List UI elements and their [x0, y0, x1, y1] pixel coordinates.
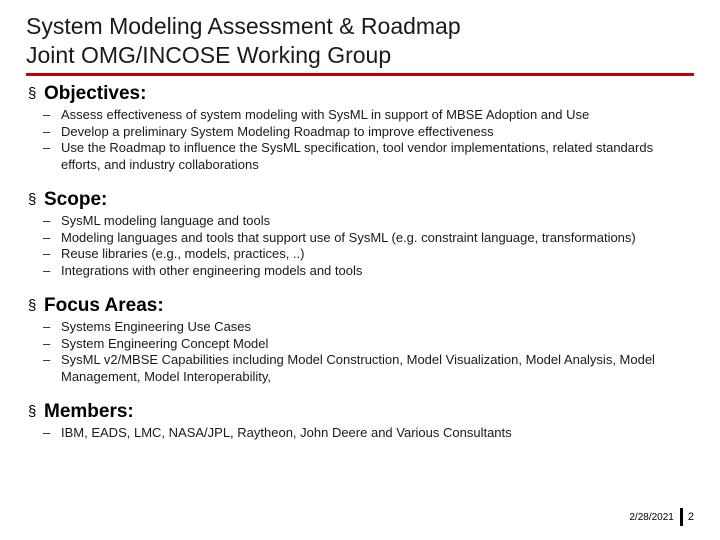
dash-bullet-icon: – — [43, 123, 51, 139]
footer-separator — [680, 508, 683, 526]
section-scope — [28, 188, 688, 279]
section-heading-label: Members: — [44, 401, 134, 422]
list-item-text: Reuse libraries (e.g., models, practices, ..) — [61, 246, 305, 261]
list-item — [28, 263, 688, 280]
section-heading-label: Scope: — [44, 189, 108, 210]
section-heading-label: Focus Areas: — [44, 295, 164, 316]
section-heading — [28, 82, 688, 106]
section-bullet-icon: § — [28, 85, 37, 102]
list-item-text: System Engineering Concept Model — [61, 335, 269, 351]
dash-bullet-icon: – — [43, 246, 51, 261]
slide-title — [26, 12, 706, 70]
list-item — [28, 246, 688, 263]
section-item-list — [28, 107, 688, 173]
list-item-text: Assess effectiveness of system modeling with SysML in support of MBSE Adoption and Use — [61, 107, 590, 122]
section-heading-label: Objectives: — [44, 83, 147, 104]
section-bullet-icon: § — [28, 191, 37, 208]
list-item — [28, 230, 688, 247]
title-divider — [26, 73, 694, 76]
dash-bullet-icon: – — [43, 229, 51, 245]
section-members — [28, 400, 688, 442]
dash-bullet-icon: – — [43, 262, 51, 278]
dash-bullet-icon: – — [43, 319, 51, 334]
list-item — [28, 336, 688, 353]
list-item — [28, 213, 688, 230]
list-item — [28, 140, 688, 173]
page-number: 2 — [687, 511, 694, 523]
list-item-text: Use the Roadmap to influence the SysML specification, tool vendor implementations, related standards efforts, and industry collaborations — [61, 140, 654, 172]
list-item-text: IBM, EADS, LMC, NASA/JPL, Raytheon, John Deere and Various Consultants — [61, 425, 512, 440]
dash-bullet-icon: – — [43, 140, 51, 155]
section-bullet-icon: § — [28, 297, 37, 314]
list-item — [28, 124, 688, 141]
list-item-text: Integrations with other engineering models and tools — [61, 262, 363, 278]
section-focus-areas — [28, 294, 688, 385]
list-item — [28, 425, 688, 442]
section-item-list — [28, 213, 688, 279]
slide-title-line-1: System Modeling Assessment & Roadmap — [26, 13, 461, 39]
slide-footer — [629, 508, 694, 526]
list-item — [28, 319, 688, 336]
section-objectives — [28, 82, 688, 173]
dash-bullet-icon: – — [43, 352, 51, 367]
slide-title-line-2: Joint OMG/INCOSE Working Group — [26, 42, 392, 68]
section-item-list — [28, 319, 688, 385]
list-item-text: SysML modeling language and tools — [61, 213, 271, 228]
list-item-text: Develop a preliminary System Modeling Roadmap to improve effectiveness — [61, 123, 494, 139]
dash-bullet-icon: – — [43, 425, 51, 440]
footer-date: 2/28/2021 — [629, 511, 674, 523]
list-item-text: Modeling languages and tools that support use of SysML (e.g. constraint language, transformations) — [61, 229, 636, 245]
dash-bullet-icon: – — [43, 107, 51, 122]
list-item — [28, 107, 688, 124]
section-heading — [28, 188, 688, 212]
list-item-text: SysML v2/MBSE Capabilities including Model Construction, Model Visualization, Model Analysis, Model Management, Model Interoperability, — [61, 352, 655, 384]
dash-bullet-icon: – — [43, 213, 51, 228]
section-item-list — [28, 425, 688, 442]
dash-bullet-icon: – — [43, 335, 51, 351]
section-bullet-icon: § — [28, 403, 37, 420]
list-item-text: Systems Engineering Use Cases — [61, 319, 252, 334]
section-heading — [28, 294, 688, 318]
list-item — [28, 352, 688, 385]
slide-content — [28, 82, 688, 457]
section-heading — [28, 400, 688, 424]
